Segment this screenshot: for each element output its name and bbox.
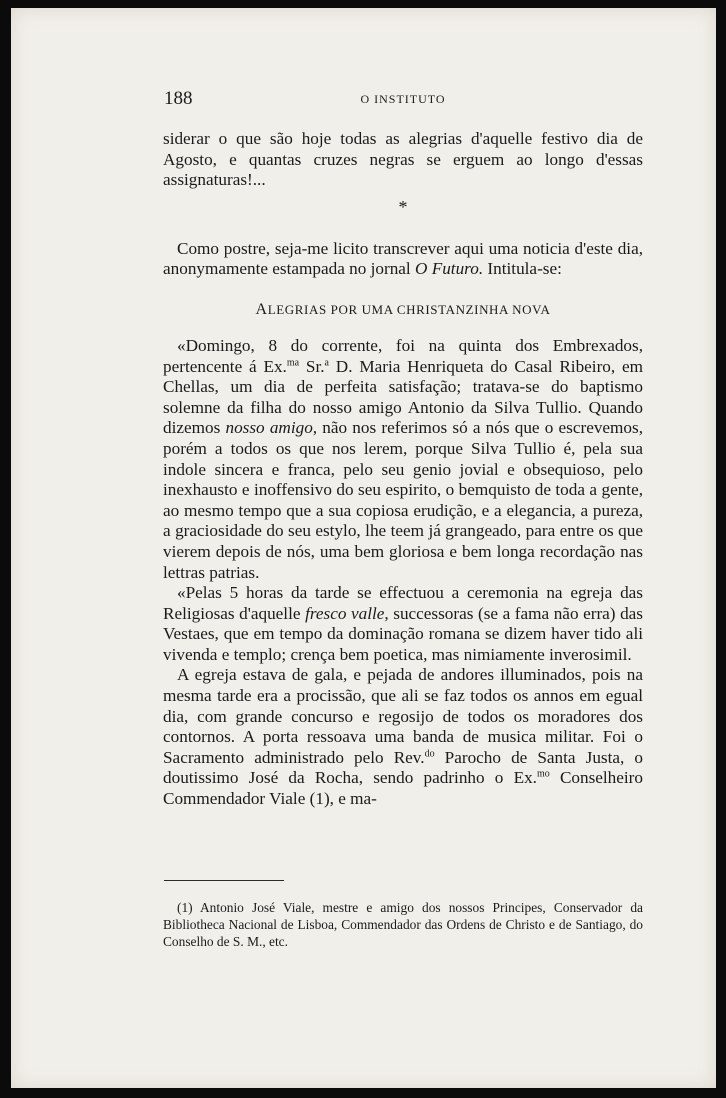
- paragraph-2-text-b: Intitula-se:: [483, 259, 562, 279]
- running-title: O INSTITUTO: [360, 92, 446, 106]
- p5-text-a: A egreja estava de gala, e pejada de andores illuminados, pois na mesma tarde era a procissão, que ali se faz todos os annos em egual dia, com grande concurso e regosijo de todos os moradores dos contornos. A porta ressoava uma banda de musica militar. Foi o Sacramento administrado pelo Rev.: [163, 665, 643, 767]
- page-header: [164, 88, 642, 114]
- paragraph-continuation: [163, 129, 643, 191]
- footnote-text: (1) Antonio José Viale, mestre e amigo dos nossos Principes, Conservador da Bibliotheca Nacional de Lisboa, Commendador das Ordens de Christo e de Santiago, do Conselho de S. M., etc.: [163, 900, 643, 949]
- page-number: 188: [164, 88, 193, 109]
- p3-sup-2: a: [324, 356, 329, 368]
- p5-sup-2: mo: [536, 768, 550, 780]
- p3-text-d: não nos referimos só a nós que o escrevemos, porém a todos os que nos lerem, porque Silva Tullio é, pela sua indole sincera e franca, pelo seu genio jovial e obsequioso, pelo inexhausto e inoffensivo do seu espirito, o bemquisto de toda a gente, ao mesmo tempo que a sua copiosa erudição, e a elegancia, a pureza, a graciosidade do seu estylo, lhe teem já grangeado, para entre os que vierem depois de nós, uma bem gloriosa e bem longa recordação nas lettras patrias.: [163, 418, 643, 582]
- paragraph-2-text-a: Como postre, seja-me licito transcrever aqui uma noticia d'este dia, anonymamente estampada no jornal: [163, 238, 643, 279]
- p4-text-a: «Pelas 5 horas da tarde se effectuou a ceremonia na egreja das Religiosas d'aquelle: [163, 583, 643, 623]
- p4-text-b: successoras (se a fama não erra) das Vestaes, que em tempo da dominação romana se dizem haver tido ali vivenda e templo; crença bem poetica, mas nimiamente inverosimil.: [163, 603, 643, 664]
- paragraph-quote-1: [163, 336, 643, 583]
- footnote: [163, 899, 643, 950]
- p3-italic: nosso amigo,: [225, 418, 318, 438]
- newspaper-title: O Futuro.: [415, 259, 484, 279]
- p4-italic: fresco valle,: [305, 603, 389, 623]
- paragraph-quote-3: [163, 665, 643, 809]
- section-separator: *: [398, 196, 408, 217]
- p3-text-a: «Domingo, 8 do corrente, foi na quinta dos Embrexados, pertencente á Ex.: [163, 335, 643, 376]
- p3-sup-1: ma: [286, 356, 300, 368]
- paragraph-quote-2: [163, 583, 643, 665]
- section-title: [163, 302, 643, 318]
- paragraph-1-text: siderar o que são hoje todas as alegrias d'aquelle festivo dia de Agosto, e quantas cruzes negras se erguem ao longo d'essas assignaturas!...: [163, 129, 643, 190]
- section-title-initial: A: [255, 300, 268, 318]
- paragraph-intro: [163, 239, 643, 280]
- footnote-rule: [164, 880, 284, 881]
- p5-sup-1: do: [424, 748, 435, 760]
- section-title-rest: LEGRIAS POR UMA CHRISTANZINHA NOVA: [267, 301, 551, 317]
- p5-text-c: Conselheiro Commendador Viale (1), e ma-: [163, 768, 643, 809]
- p5-text-b: Parocho de Santa Justa, o doutissimo José da Rocha, sendo padrinho o Ex.: [163, 747, 643, 788]
- p3-text-c: D. Maria Henriqueta do Casal Ribeiro, em Chellas, um dia de perfeita satisfação; tratava-se do baptismo solemne da filha do nosso amigo Antonio da Silva Tullio. Quando dizemos: [163, 356, 644, 438]
- body-text: [163, 129, 643, 810]
- p3-text-b: Sr.: [299, 356, 325, 376]
